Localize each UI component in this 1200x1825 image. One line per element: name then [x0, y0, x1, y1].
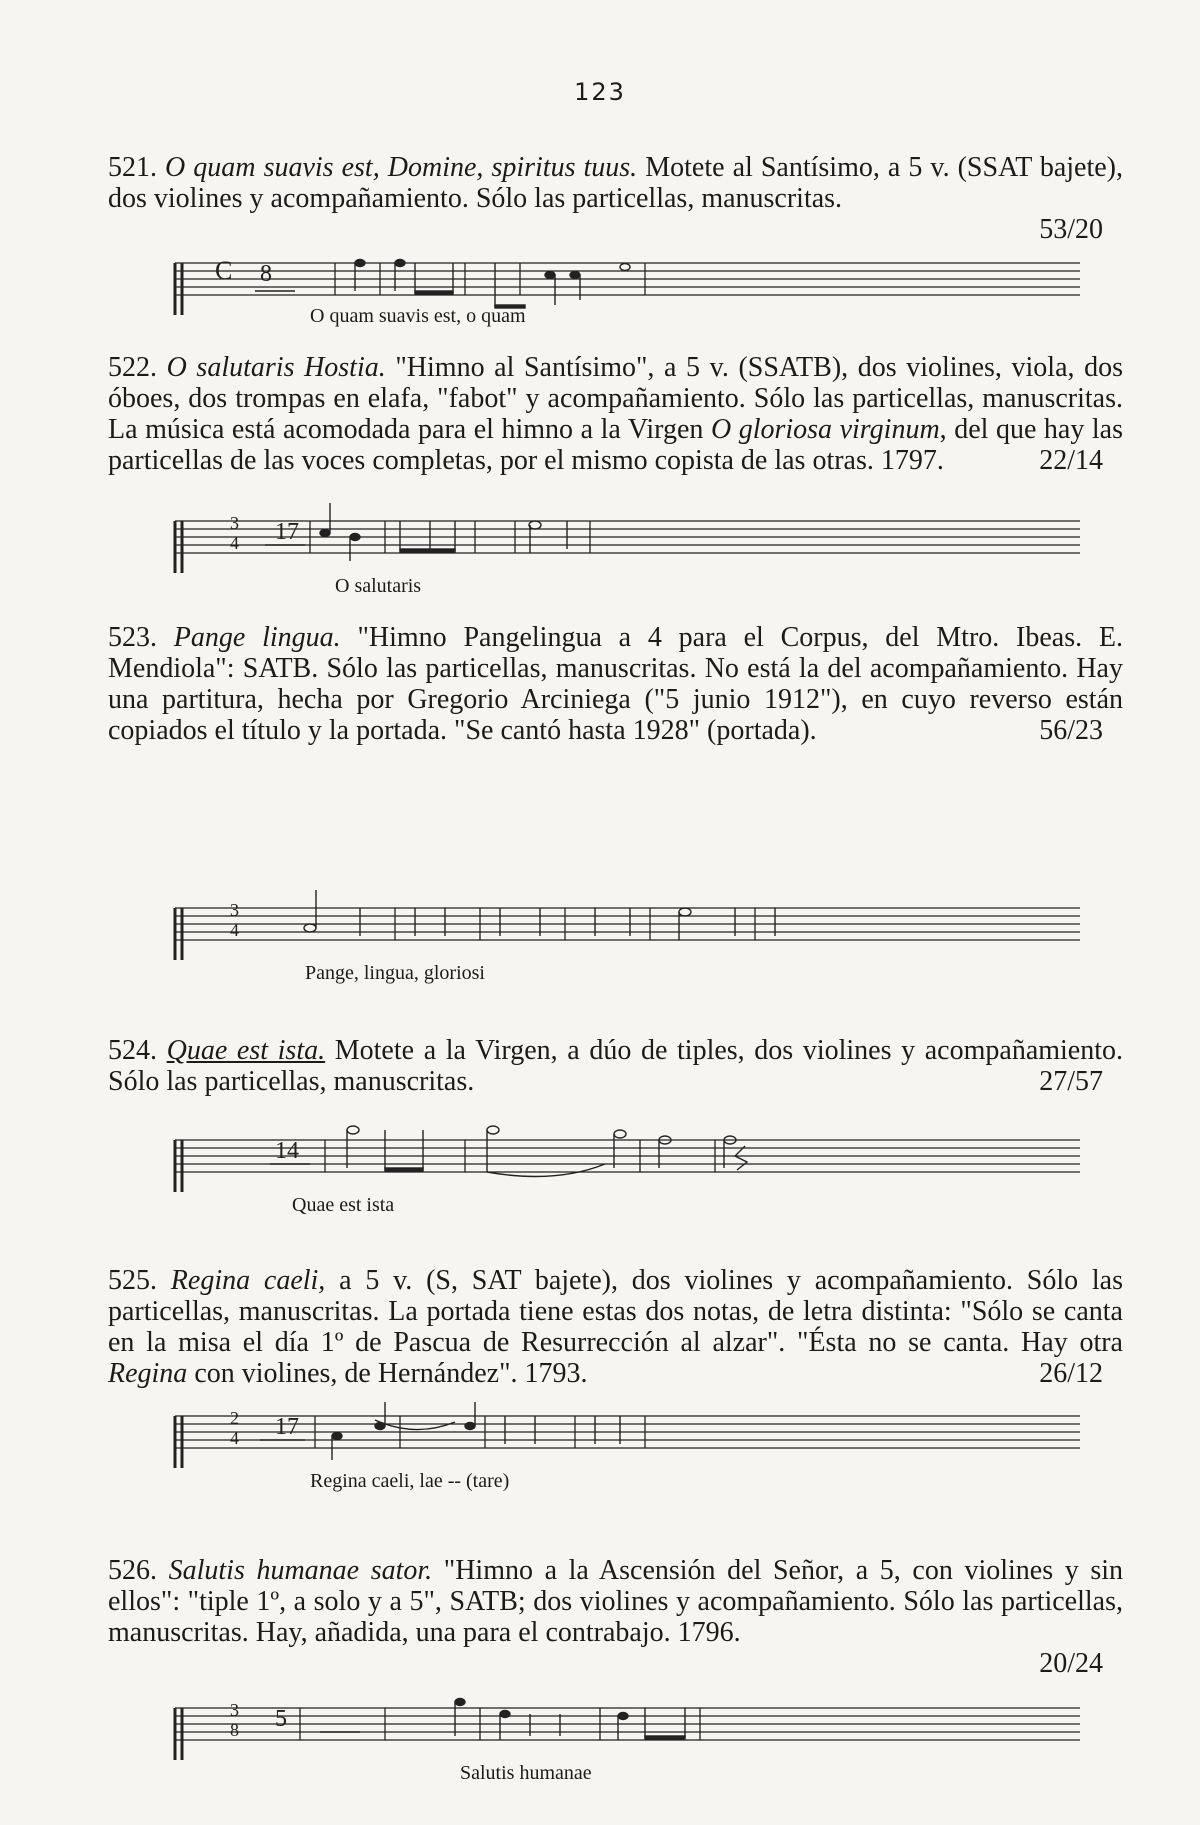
shelf-reference: 26/12 — [1039, 1358, 1103, 1389]
entry-text — [108, 1035, 1123, 1097]
entry-description: Motete a la Virgen, a dúo de tiples, dos violines y acompañamiento. Sólo las particellas, manuscritas. — [108, 1035, 1124, 1097]
measure-rest-count: 17 — [275, 1414, 299, 1440]
entry-number: 523. — [108, 622, 157, 653]
shelf-reference: 27/57 — [1039, 1066, 1103, 1097]
entry-text — [108, 152, 1123, 214]
time-signature-bottom: 4 — [230, 1428, 239, 1448]
music-incipit-521 — [175, 245, 1080, 327]
staff-524 — [175, 1122, 1080, 1192]
staff-522 — [175, 503, 1080, 573]
entry-title: Pange lingua. — [173, 622, 341, 653]
music-incipit-526 — [175, 1690, 1080, 1784]
time-signature-top: 2 — [230, 1408, 239, 1428]
lyric-incipit: O quam suavis est, o quam — [310, 305, 526, 327]
lyric-incipit: O salutaris — [335, 575, 422, 597]
music-incipit-522 — [175, 503, 1080, 597]
entry-number: 525. — [108, 1265, 157, 1296]
entry-title: Quae est ista. — [166, 1035, 326, 1066]
staff-525 — [175, 1398, 1080, 1468]
music-incipit-523 — [175, 890, 1080, 984]
measure-rest-count: 17 — [275, 519, 299, 545]
entry-number: 522. — [108, 352, 157, 383]
entry-number: 526. — [108, 1555, 157, 1586]
entry-text — [108, 622, 1123, 746]
music-incipit-524 — [175, 1122, 1080, 1216]
shelf-reference: 20/24 — [1039, 1648, 1103, 1679]
entry-title-secondary: O gloriosa virginum — [710, 414, 940, 445]
page-number: 123 — [574, 78, 626, 106]
entry-title: Salutis humanae sator. — [168, 1555, 433, 1586]
catalog-entry-522 — [108, 352, 1123, 476]
entry-title: Regina caeli, — [170, 1265, 326, 1296]
lyric-incipit: Regina caeli, lae -- (tare) — [310, 1470, 510, 1492]
measure-rest-count: 5 — [275, 1706, 287, 1732]
entry-description: "Himno Pangelingua a 4 para el Corpus, del Mtro. Ibeas. E. Mendiola": SATB. Sólo las particellas, manuscritas. No está la del acompañamiento. Hay una partitura, hecha por Gregorio Arciniega ("5 junio 1912"), en cuyo reverso están copiados el título y la portada. "Se cantó hasta 1928" (portada). — [108, 622, 1124, 746]
entry-text — [108, 352, 1123, 476]
staff-523 — [175, 890, 1080, 960]
shelf-reference: 53/20 — [1039, 214, 1103, 245]
staff-526 — [175, 1690, 1080, 1760]
time-signature-top: 3 — [230, 513, 239, 533]
lyric-incipit: Quae est ista — [292, 1194, 395, 1216]
shelf-reference: 56/23 — [1039, 715, 1103, 746]
music-incipit-525 — [175, 1398, 1080, 1492]
entry-text — [108, 1555, 1123, 1648]
entry-description: a 5 v. (S, SAT bajete), dos violines y acompañamiento. Sólo las particellas, manuscritas. La portada tiene estas dos notas, de letra distinta: "Sólo se canta en la misa el día 1º de Pascua de Resurrección al alzar". "Ésta no se canta. Hay otra — [108, 1265, 1124, 1358]
entry-description: "Himno a la Ascensión del Señor, a 5, con violines y sin ellos": "tiple 1º, a solo y a 5", SATB; dos violines y acompañamiento. Sólo las particellas, manuscritas. Hay, añadida, una para el contrabajo. 1796. — [108, 1555, 1123, 1648]
entry-description-cont: , del que hay las particellas de las voces completas, por el mismo copista de las otras. 1797. — [108, 414, 1124, 476]
catalog-entry-525 — [108, 1265, 1123, 1389]
catalog-entry-523 — [108, 622, 1123, 746]
entry-title: O salutaris Hostia. — [166, 352, 386, 383]
entry-number: 521. — [108, 152, 157, 183]
catalog-entry-524 — [108, 1035, 1123, 1097]
catalog-entry-521 — [108, 152, 1123, 245]
entry-title: O quam suavis est, Domine, spiritus tuus. — [165, 152, 638, 183]
time-signature-top: 3 — [230, 900, 239, 920]
entry-title-secondary: Regina — [108, 1358, 188, 1389]
measure-rest-count: 8 — [260, 261, 272, 287]
entry-number: 524. — [108, 1035, 157, 1066]
entry-text — [108, 1265, 1123, 1389]
entry-description: Motete al Santísimo, a 5 v. (SSAT bajete), dos violines y acompañamiento. Sólo las particellas, manuscritas. — [108, 152, 1124, 214]
catalog-entry-526 — [108, 1555, 1123, 1679]
time-signature-bottom: 4 — [230, 920, 239, 940]
measure-rest-count: 14 — [275, 1138, 299, 1164]
entry-description: "Himno al Santísimo", a 5 v. (SSATB), dos violines, viola, dos óboes, dos trompas en elafa, "fabot" y acompañamiento. Sólo las particellas, manuscritas. La música está acomodada para el himno a la Virgen — [108, 352, 1123, 445]
entry-description-cont: con violines, de Hernández". 1793. — [194, 1358, 588, 1389]
shelf-reference: 22/14 — [1039, 445, 1103, 476]
time-signature-bottom: 4 — [230, 533, 239, 553]
time-signature-top: 3 — [230, 1700, 239, 1720]
lyric-incipit: Salutis humanae — [460, 1762, 592, 1784]
lyric-incipit: Pange, lingua, gloriosi — [305, 962, 485, 984]
time-signature-bottom: 8 — [230, 1720, 239, 1740]
time-signature: C — [215, 256, 233, 285]
